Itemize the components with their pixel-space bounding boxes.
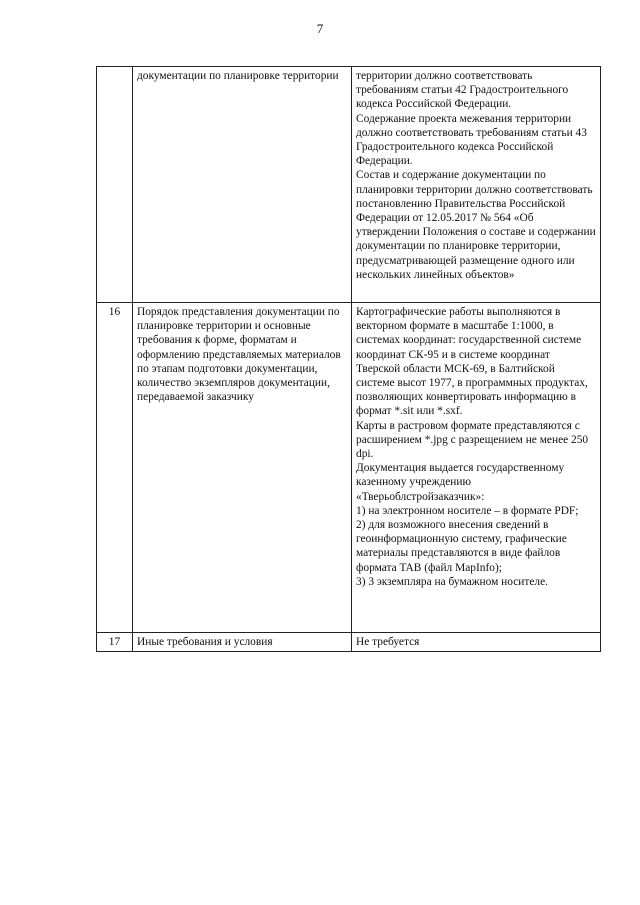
requirements-table	[96, 66, 601, 652]
row-value	[352, 67, 601, 303]
row-name: документации по планировке территории	[133, 67, 352, 303]
page-number: 7	[316, 21, 324, 36]
row-number: 16	[97, 303, 133, 633]
row-value	[352, 633, 601, 652]
row-number	[97, 67, 133, 303]
value-paragraph: территории должно соответствовать требованиям статьи 42 Градостроительного кодекса Российской Федерации.	[356, 70, 569, 111]
value-paragraph: Карты в растровом формате представляются с расширением *.jpg с разрещением не менее 250 dpi.	[356, 419, 589, 461]
value-paragraph: Не требуется	[356, 636, 420, 648]
value-paragraph: Картографические работы выполняются в векторном формате в масштабе 1:1000, в системах координат: государственной системе координат СК-95 и в системе координат Тверской области МСК-69, в Балтийской системе высот 1977, в программных продуктах, позволяющих конвертировать информацию в формат *.sit или *.sxf.	[356, 306, 588, 418]
value-paragraph: Состав и содержание документации по планировки территории должно соответствовать постановлению Правительства Российской Федерации от 12.05.2017 № 564 «Об утверждении Положения о составе и содержании документации по планировке территории, предусматривающей размещение одного или нескольких линейных объектов»	[356, 169, 596, 281]
value-paragraph: 3) 3 экземпляра на бумажном носителе.	[356, 575, 548, 588]
value-paragraph: 2) для возможного внесения сведений в геоинформационную систему, графические материалы представляются в виде файлов формата TAB (файл MapInfo);	[356, 519, 567, 574]
row-name: Иные требования и условия	[133, 633, 352, 652]
value-paragraph: 1) на электронном носителе – в формате PDF;	[356, 504, 579, 517]
row-name: Порядок представления документации по планировке территории и основные требования к форме, форматам и оформлению представляемых материалов по этапам подготовки документации, количество экземпляров документации, передаваемой заказчику	[133, 303, 352, 633]
value-paragraph: Документация выдается государственному казенному учреждению «Тверьоблстройзаказчик»:	[356, 462, 565, 503]
value-paragraph: Содержание проекта межевания территории должно соответствовать требованиям статьи 43 Градостроительного кодекса Российской Федерации.	[356, 112, 587, 168]
table-row	[97, 303, 601, 633]
table-row	[97, 67, 601, 303]
row-number: 17	[97, 633, 133, 652]
row-value	[352, 303, 601, 633]
table-row	[97, 633, 601, 652]
